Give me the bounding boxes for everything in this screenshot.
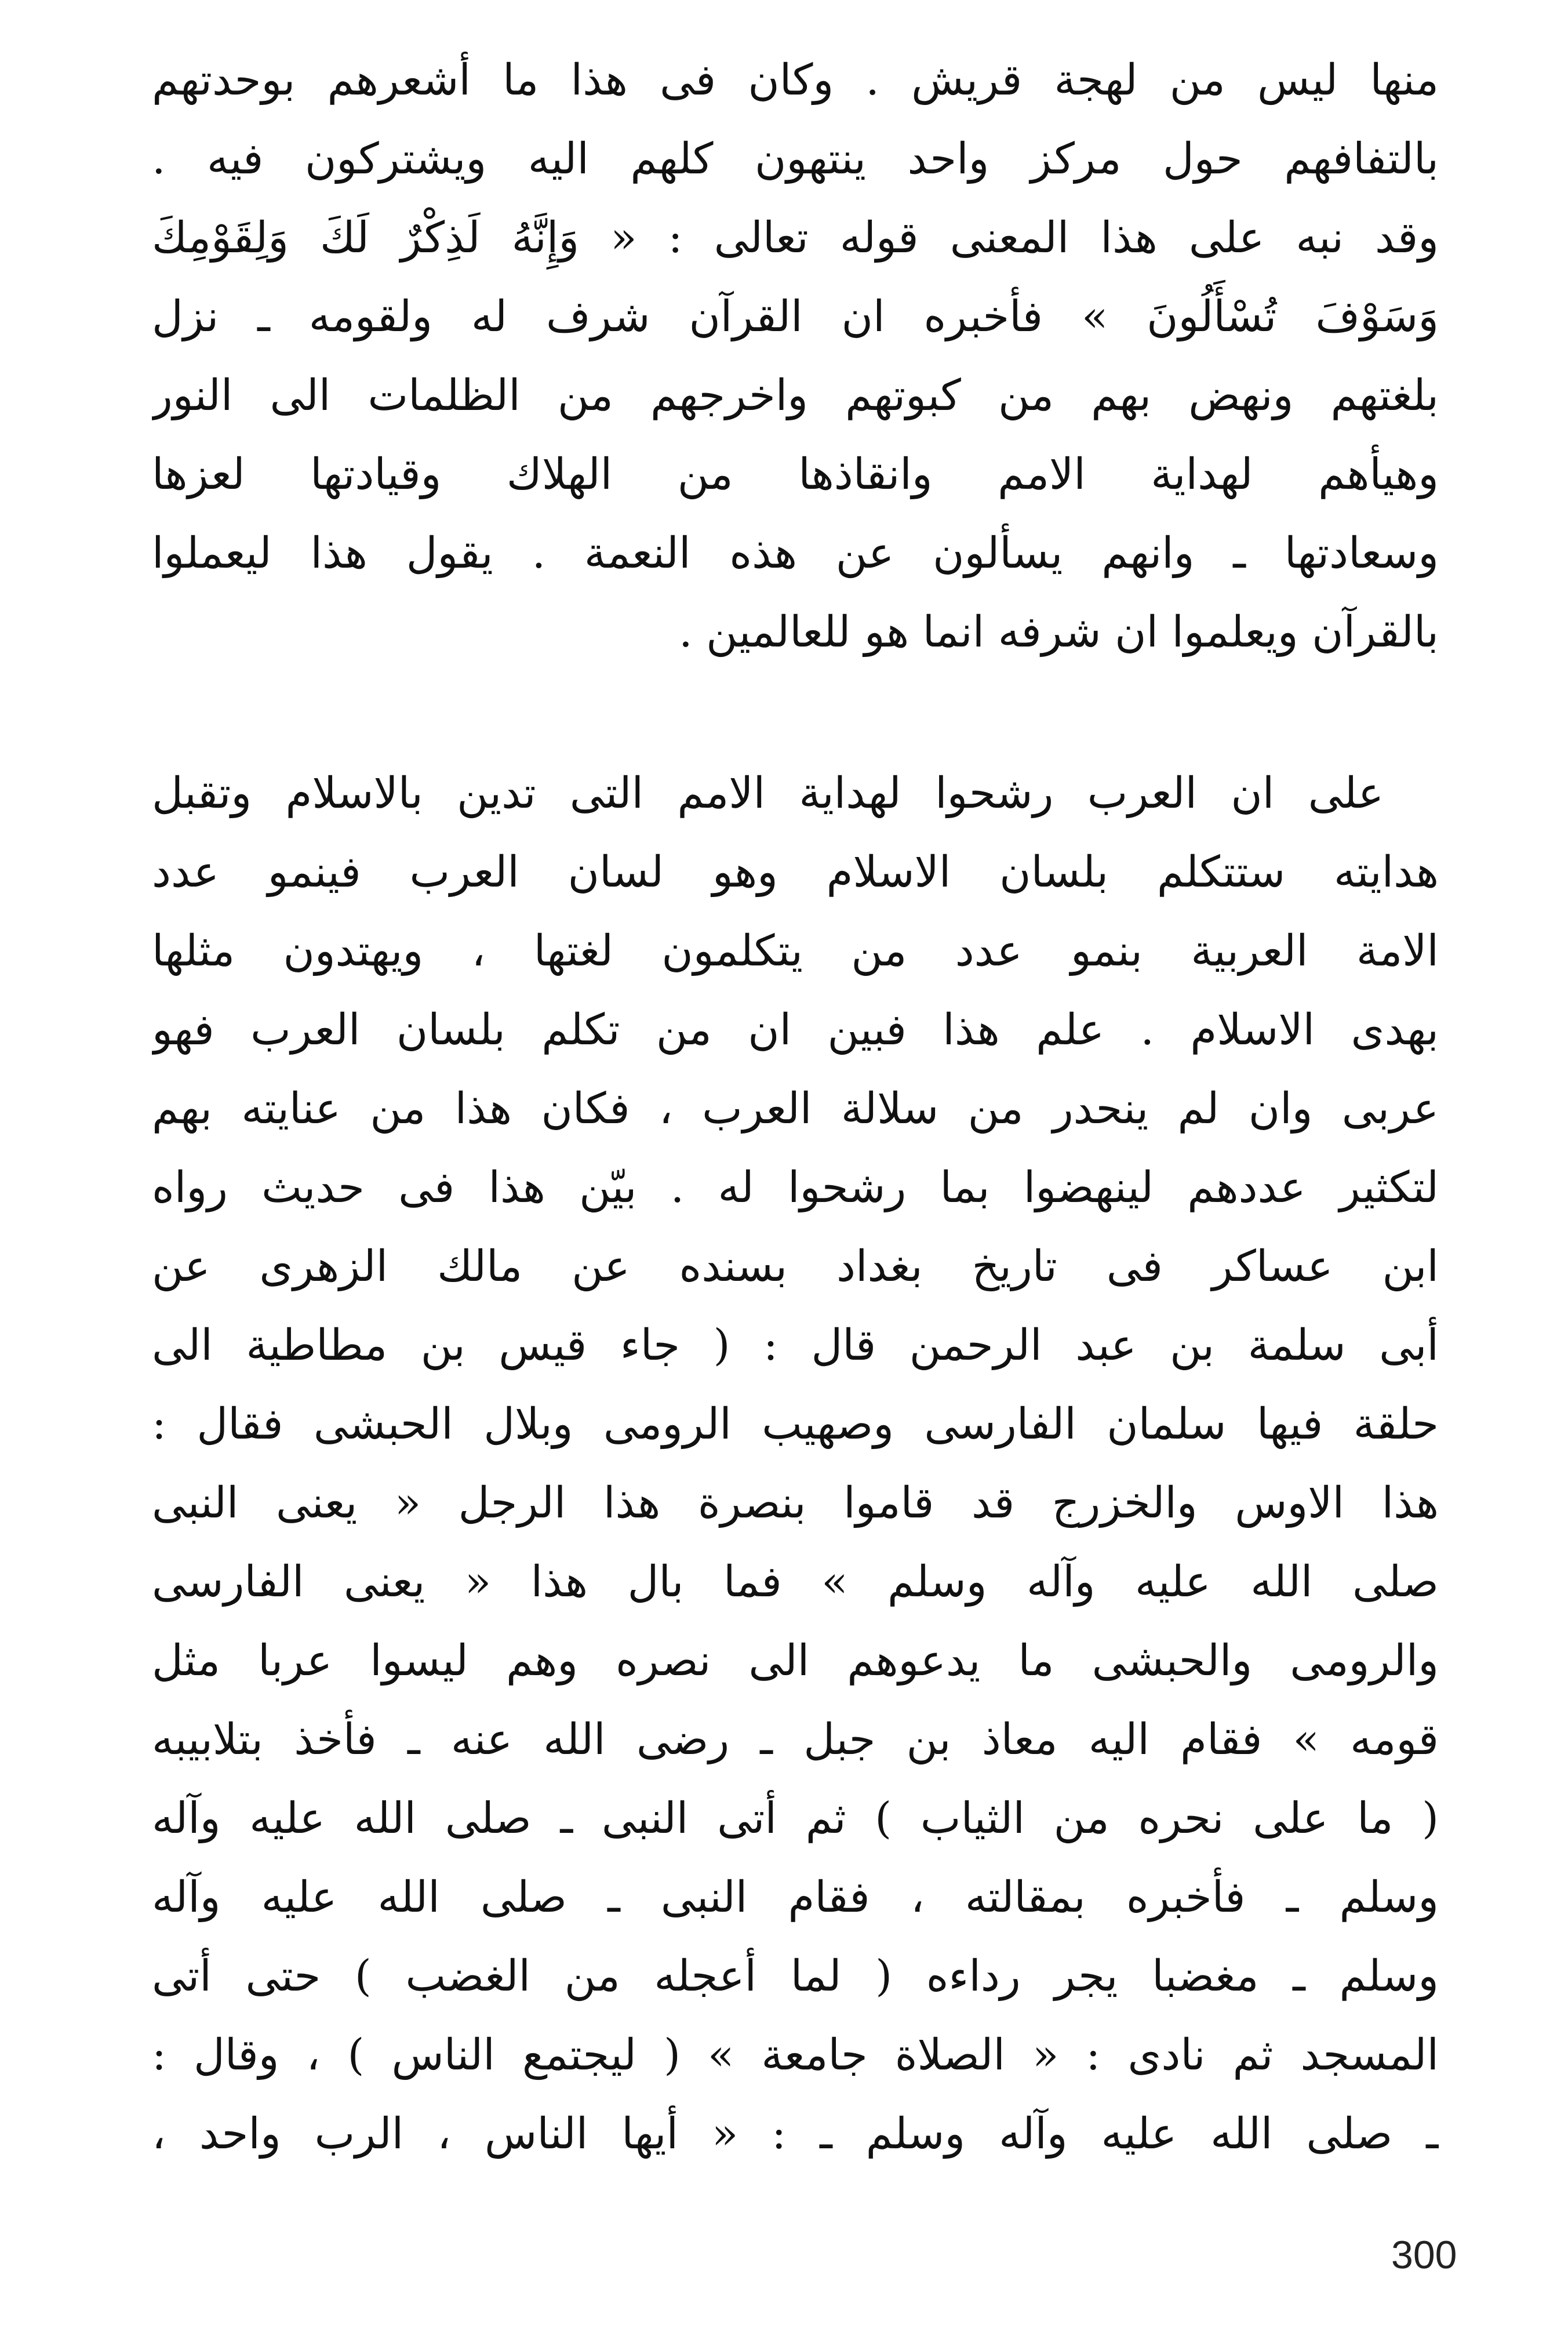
text-line: والرومى والحبشى ما يدعوهم الى نصره وهم ليسوا عربا مثل [152, 1636, 1439, 1686]
text-line: وهيأهم لهداية الامم وانقاذها من الهلاك وقيادتها لعزها [152, 449, 1439, 499]
page-number: 300 [1391, 2233, 1457, 2277]
text-line: بالتفافهم حول مركز واحد ينتهون كلهم اليه ويشتركون فيه . [152, 134, 1439, 184]
text-line: عربى وان لم ينحدر من سلالة العرب ، فكان هذا من عنايته بهم [152, 1084, 1439, 1134]
text-line: صلى الله عليه وآله وسلم » فما بال هذا « يعنى الفارسى [152, 1557, 1439, 1607]
text-line: حلقة فيها سلمان الفارسى وصهيب الرومى وبلال الحبشى فقال : [152, 1399, 1439, 1449]
text-line: على ان العرب رشحوا لهداية الامم التى تدين بالاسلام وتقبل [152, 768, 1384, 818]
text-line: أبى سلمة بن عبد الرحمن قال : ( جاء قيس بن مطاطية الى [152, 1320, 1439, 1370]
text-line: بالقرآن ويعلموا ان شرفه انما هو للعالمين . [679, 607, 1439, 657]
text-line: الامة العربية بنمو عدد من يتكلمون لغتها ، ويهتدون مثلها [152, 926, 1439, 976]
text-line: بهدى الاسلام . علم هذا فبين ان من تكلم بلسان العرب فهو [152, 1005, 1439, 1055]
paragraph-1 [152, 41, 1439, 671]
text-line: وقد نبه على هذا المعنى قوله تعالى : « وَإِنَّهُ لَذِكْرٌ لَكَ وَلِقَوْمِكَ [152, 213, 1439, 263]
text-line: وَسَوْفَ تُسْأَلُونَ » فأخبره ان القرآن شرف له ولقومه ـ نزل [152, 292, 1439, 342]
text-line: قومه » فقام اليه معاذ بن جبل ـ رضى الله عنه ـ فأخذ بتلابيبه [152, 1715, 1439, 1764]
text-line: ( ما على نحره من الثياب ) ثم أتى النبى ـ صلى الله عليه وآله [152, 1793, 1439, 1843]
text-line: لتكثير عددهم لينهضوا بما رشحوا له . بيّن هذا فى حديث رواه [152, 1163, 1439, 1212]
text-line: ابن عساكر فى تاريخ بغداد بسنده عن مالك الزهرى عن [152, 1241, 1439, 1291]
text-line: هذا الاوس والخزرج قد قاموا بنصرة هذا الرجل « يعنى النبى [152, 1478, 1439, 1528]
text-line: وسعادتها ـ وانهم يسألون عن هذه النعمة . يقول هذا ليعملوا [152, 528, 1439, 578]
text-line: وسلم ـ مغضبا يجر رداءه ( لما أعجله من الغضب ) حتى أتى [152, 1951, 1439, 2001]
text-line: وسلم ـ فأخبره بمقالته ، فقام النبى ـ صلى الله عليه وآله [152, 1872, 1439, 1922]
paragraph-2 [152, 754, 1439, 2173]
text-line: بلغتهم ونهض بهم من كبوتهم واخرجهم من الظلمات الى النور [152, 371, 1439, 420]
text-line: هدايته ستتكلم بلسان الاسلام وهو لسان العرب فينمو عدد [152, 847, 1439, 897]
text-line: منها ليس من لهجة قريش . وكان فى هذا ما أشعرهم بوحدتهم [152, 55, 1439, 105]
text-line: المسجد ثم نادى : « الصلاة جامعة » ( ليجتمع الناس ) ، وقال : [152, 2030, 1439, 2080]
text-line: ـ صلى الله عليه وآله وسلم ـ : « أيها الناس ، الرب واحد ، [152, 2109, 1439, 2159]
